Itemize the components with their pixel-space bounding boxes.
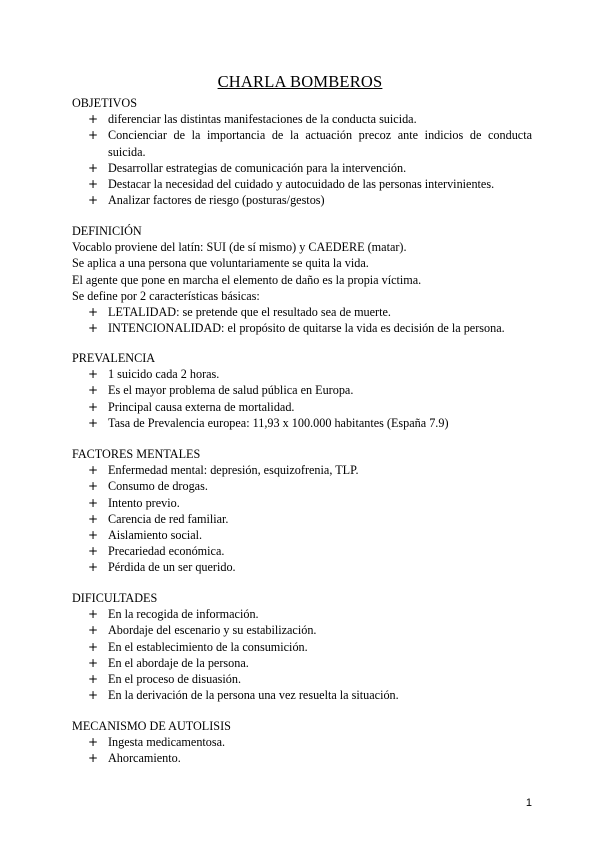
plus-bullet-icon: + — [87, 735, 99, 750]
list-item-text: Desarrollar estrategias de comunicación para la intervención. — [108, 160, 407, 175]
definicion-line: El agente que pone en marcha el elemento de daño es la propia víctima. — [72, 272, 422, 287]
list-item — [72, 111, 532, 127]
plus-bullet-icon: + — [87, 160, 99, 175]
list-item-text: Enfermedad mental: depresión, esquizofrenia, TLP. — [108, 463, 359, 478]
list-item — [72, 160, 532, 176]
dificultades-list — [72, 606, 532, 703]
list-item — [72, 366, 532, 382]
list-item-text: Es el mayor problema de salud pública en Europa. — [108, 383, 354, 398]
list-item — [72, 478, 532, 494]
list-item — [72, 176, 532, 192]
list-item-text: Analizar factores de riesgo (posturas/gestos) — [108, 193, 325, 208]
definicion-line: Vocablo proviene del latín: SUI (de sí mismo) y CAEDERE (matar). — [72, 240, 407, 255]
section-factores-mentales — [72, 446, 532, 576]
list-item-text: En la recogida de información. — [108, 607, 259, 622]
definicion-line: Se define por 2 características básicas: — [72, 288, 260, 303]
list-item — [72, 750, 532, 766]
plus-bullet-icon: + — [87, 623, 99, 638]
plus-bullet-icon: + — [87, 128, 99, 143]
list-item-text: Tasa de Prevalencia europea: 11,93 x 100.000 habitantes (España 7.9) — [108, 415, 449, 430]
definicion-list — [72, 304, 532, 336]
list-item-text: En el establecimiento de la consumición. — [108, 639, 308, 654]
list-item-text: Ahorcamiento. — [108, 751, 181, 766]
plus-bullet-icon: + — [87, 560, 99, 575]
plus-bullet-icon: + — [87, 639, 99, 654]
plus-bullet-icon: + — [87, 305, 99, 320]
list-item — [72, 606, 532, 622]
list-item — [72, 382, 532, 398]
section-dificultades — [72, 590, 532, 703]
list-item — [72, 734, 532, 750]
list-item — [72, 527, 532, 543]
list-item-text: En el abordaje de la persona. — [108, 655, 249, 670]
list-item-text: Consumo de drogas. — [108, 479, 208, 494]
list-item-text: Precariedad económica. — [108, 544, 225, 559]
list-item — [72, 622, 532, 638]
plus-bullet-icon: + — [87, 193, 99, 208]
plus-bullet-icon: + — [87, 655, 99, 670]
list-item-text: Concienciar de la importancia de la actuación precoz ante indicios de conducta suicida. — [108, 128, 532, 159]
list-item-text: diferenciar las distintas manifestaciones de la conducta suicida. — [108, 112, 417, 127]
page-number: 1 — [525, 797, 532, 809]
plus-bullet-icon: + — [87, 672, 99, 687]
list-item-text: Abordaje del escenario y su estabilización. — [108, 623, 317, 638]
list-item-text: Intento previo. — [108, 495, 180, 510]
list-item — [72, 320, 532, 336]
section-mecanismo-autolisis — [72, 718, 532, 767]
objetivos-list — [72, 111, 532, 208]
list-item — [72, 192, 532, 208]
list-item — [72, 639, 532, 655]
section-heading-dificultades: DIFICULTADES — [72, 591, 158, 605]
list-item — [72, 655, 532, 671]
list-item — [72, 671, 532, 687]
plus-bullet-icon: + — [87, 607, 99, 622]
list-item-text: En el proceso de disuasión. — [108, 672, 242, 687]
list-item-text: Pérdida de un ser querido. — [108, 560, 236, 575]
list-item — [72, 495, 532, 511]
plus-bullet-icon: + — [87, 495, 99, 510]
factores-list — [72, 462, 532, 575]
plus-bullet-icon: + — [87, 177, 99, 192]
list-item — [72, 559, 532, 575]
plus-bullet-icon: + — [87, 112, 99, 127]
list-item — [72, 399, 532, 415]
list-item — [72, 127, 532, 159]
section-prevalencia — [72, 350, 532, 431]
plus-bullet-icon: + — [87, 751, 99, 766]
section-heading-definicion: DEFINICIÓN — [72, 224, 142, 238]
plus-bullet-icon: + — [87, 321, 99, 336]
plus-bullet-icon: + — [87, 399, 99, 414]
list-item-text: Principal causa externa de mortalidad. — [108, 399, 295, 414]
list-item — [72, 543, 532, 559]
plus-bullet-icon: + — [87, 463, 99, 478]
mecanismo-list — [72, 734, 532, 766]
list-item — [72, 687, 532, 703]
definicion-line: Se aplica a una persona que voluntariamente se quita la vida. — [72, 256, 369, 271]
plus-bullet-icon: + — [87, 383, 99, 398]
plus-bullet-icon: + — [87, 544, 99, 559]
plus-bullet-icon: + — [87, 479, 99, 494]
page-title: CHARLA BOMBEROS — [217, 72, 383, 91]
section-definicion — [72, 223, 532, 336]
plus-bullet-icon: + — [87, 511, 99, 526]
list-item-text: LETALIDAD: se pretende que el resultado sea de muerte. — [108, 305, 391, 320]
plus-bullet-icon: + — [87, 528, 99, 543]
section-heading-prevalencia: PREVALENCIA — [72, 351, 156, 365]
list-item-text: Destacar la necesidad del cuidado y autocuidado de las personas intervinientes. — [108, 177, 495, 192]
list-item-text: Aislamiento social. — [108, 528, 203, 543]
list-item-text: 1 suicido cada 2 horas. — [108, 367, 220, 382]
list-item — [72, 511, 532, 527]
list-item — [72, 462, 532, 478]
list-item — [72, 304, 532, 320]
prevalencia-list — [72, 366, 532, 431]
section-heading-objetivos: OBJETIVOS — [72, 96, 138, 110]
list-item-text: En la derivación de la persona una vez resuelta la situación. — [108, 688, 399, 703]
section-objetivos — [72, 95, 532, 208]
plus-bullet-icon: + — [87, 688, 99, 703]
plus-bullet-icon: + — [87, 415, 99, 430]
list-item-text: Carencia de red familiar. — [108, 511, 229, 526]
list-item-text: Ingesta medicamentosa. — [108, 735, 226, 750]
plus-bullet-icon: + — [87, 367, 99, 382]
list-item-text: INTENCIONALIDAD: el propósito de quitarse la vida es decisión de la persona. — [108, 321, 505, 336]
section-heading-mecanismo-autolisis: MECANISMO DE AUTOLISIS — [72, 719, 231, 733]
section-heading-factores-mentales: FACTORES MENTALES — [72, 447, 201, 461]
list-item — [72, 415, 532, 431]
